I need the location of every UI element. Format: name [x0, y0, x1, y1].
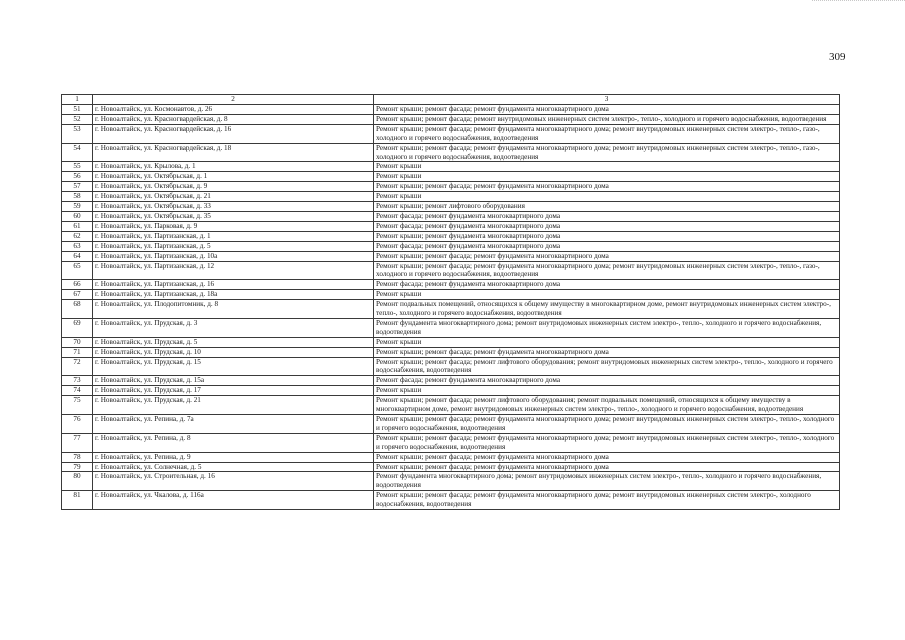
row-number-cell: 66 — [62, 280, 93, 290]
works-cell: Ремонт фасада; ремонт фундамента многоквартирного дома — [374, 241, 840, 251]
works-cell: Ремонт крыши; ремонт фасада; ремонт фундамента многоквартирного дома; ремонт внутридомовых инженерных систем электро-, тепло-, газо-, холодного и горячего водоснабжения, водоотведения — [374, 124, 840, 143]
works-cell: Ремонт крыши; ремонт фасада; ремонт фундамента многоквартирного дома — [374, 462, 840, 472]
address-cell: г. Новоалтайск, ул. Октябрьская, д. 35 — [93, 211, 374, 221]
works-cell: Ремонт крыши — [374, 162, 840, 172]
works-cell: Ремонт крыши; ремонт фасада; ремонт фундамента многоквартирного дома — [374, 452, 840, 462]
address-cell: г. Новоалтайск, ул. Красногвардейская, д. 8 — [93, 114, 374, 124]
address-cell: г. Новоалтайск, ул. Октябрьская, д. 33 — [93, 202, 374, 212]
address-cell: г. Новоалтайск, ул. Репина, д. 8 — [93, 433, 374, 452]
address-cell: г. Новоалтайск, ул. Прудская, д. 5 — [93, 337, 374, 347]
table-row — [62, 192, 840, 202]
works-cell: Ремонт крыши; ремонт лифтового оборудования — [374, 202, 840, 212]
row-number-cell: 78 — [62, 452, 93, 462]
row-number-cell: 77 — [62, 433, 93, 452]
works-cell: Ремонт крыши — [374, 172, 840, 182]
table-row — [62, 124, 840, 143]
address-cell: г. Новоалтайск, ул. Партизанская, д. 16 — [93, 280, 374, 290]
table-row — [62, 472, 840, 491]
row-number-cell: 62 — [62, 231, 93, 241]
row-number-cell: 63 — [62, 241, 93, 251]
works-cell: Ремонт подвальных помещений, относящихся к общему имуществу в многоквартирном доме, ремонт внутридомовых инженерных систем электро-, тепло-, холодного и горячего водоснабжения, водоотведения — [374, 300, 840, 319]
table-row — [62, 318, 840, 337]
row-number-cell: 70 — [62, 337, 93, 347]
works-cell: Ремонт крыши; ремонт фасада; ремонт фундамента многоквартирного дома; ремонт внутридомовых инженерных систем электро-, тепло-, холодного и горячего водоснабжения, водоотведения — [374, 433, 840, 452]
address-cell: г. Новоалтайск, ул. Прудская, д. 21 — [93, 396, 374, 415]
table-row — [62, 211, 840, 221]
table-row — [62, 433, 840, 452]
address-cell: г. Новоалтайск, ул. Партизанская, д. 18а — [93, 290, 374, 300]
header-cell-address: 2 — [93, 95, 374, 105]
row-number-cell: 71 — [62, 347, 93, 357]
row-number-cell: 51 — [62, 105, 93, 115]
row-number-cell: 74 — [62, 386, 93, 396]
works-cell: Ремонт крыши; ремонт фасада; ремонт фундамента многоквартирного дома; ремонт внутридомовых инженерных систем электро-, тепло-, холодного и горячего водоснабжения, водоотведения — [374, 415, 840, 434]
table-row — [62, 386, 840, 396]
works-cell: Ремонт крыши; ремонт фасада; ремонт фундамента многоквартирного дома — [374, 182, 840, 192]
works-cell: Ремонт крыши; ремонт фасада; ремонт фундамента многоквартирного дома; ремонт внутридомовых инженерных систем электро-, холодного водоснабжения, водоотведения — [374, 491, 840, 510]
row-number-cell: 79 — [62, 462, 93, 472]
table-row — [62, 143, 840, 162]
row-number-cell: 59 — [62, 202, 93, 212]
works-cell: Ремонт крыши — [374, 290, 840, 300]
table-row — [62, 290, 840, 300]
works-cell: Ремонт фундамента многоквартирного дома; ремонт внутридомовых инженерных систем электро-, тепло-, холодного и горячего водоснабжения, водоотведения — [374, 472, 840, 491]
table-row — [62, 114, 840, 124]
row-number-cell: 53 — [62, 124, 93, 143]
works-cell: Ремонт крыши; ремонт фундамента многоквартирного дома — [374, 231, 840, 241]
buildings-table — [61, 94, 840, 510]
row-number-cell: 73 — [62, 376, 93, 386]
address-cell: г. Новоалтайск, ул. Парковая, д. 9 — [93, 221, 374, 231]
row-number-cell: 61 — [62, 221, 93, 231]
address-cell: г. Новоалтайск, ул. Красногвардейская, д. 18 — [93, 143, 374, 162]
row-number-cell: 81 — [62, 491, 93, 510]
row-number-cell: 76 — [62, 415, 93, 434]
scan-edge-line — [812, 0, 905, 2]
table-row — [62, 347, 840, 357]
address-cell: г. Новоалтайск, ул. Строительная, д. 16 — [93, 472, 374, 491]
table-row — [62, 261, 840, 280]
table-row — [62, 300, 840, 319]
table-row — [62, 182, 840, 192]
address-cell: г. Новоалтайск, ул. Чкалова, д. 116а — [93, 491, 374, 510]
address-cell: г. Новоалтайск, ул. Красногвардейская, д. 16 — [93, 124, 374, 143]
row-number-cell: 69 — [62, 318, 93, 337]
address-cell: г. Новоалтайск, ул. Прудская, д. 17 — [93, 386, 374, 396]
header-cell-number: 1 — [62, 95, 93, 105]
address-cell: г. Новоалтайск, ул. Прудская, д. 3 — [93, 318, 374, 337]
table-row — [62, 241, 840, 251]
works-cell: Ремонт фасада; ремонт фундамента многоквартирного дома — [374, 376, 840, 386]
row-number-cell: 67 — [62, 290, 93, 300]
address-cell: г. Новоалтайск, ул. Октябрьская, д. 1 — [93, 172, 374, 182]
works-cell: Ремонт фасада; ремонт фундамента многоквартирного дома — [374, 211, 840, 221]
row-number-cell: 80 — [62, 472, 93, 491]
row-number-cell: 57 — [62, 182, 93, 192]
table-row — [62, 462, 840, 472]
table-row — [62, 202, 840, 212]
page-number: 309 — [829, 51, 846, 63]
address-cell: г. Новоалтайск, ул. Космонавтов, д. 26 — [93, 105, 374, 115]
address-cell: г. Новоалтайск, ул. Партизанская, д. 12 — [93, 261, 374, 280]
row-number-cell: 64 — [62, 251, 93, 261]
row-number-cell: 60 — [62, 211, 93, 221]
row-number-cell: 54 — [62, 143, 93, 162]
works-cell: Ремонт крыши — [374, 386, 840, 396]
table-row — [62, 491, 840, 510]
address-cell: г. Новоалтайск, ул. Солнечная, д. 5 — [93, 462, 374, 472]
table-row — [62, 396, 840, 415]
works-cell: Ремонт крыши — [374, 192, 840, 202]
address-cell: г. Новоалтайск, ул. Партизанская, д. 1 — [93, 231, 374, 241]
table-row — [62, 172, 840, 182]
table-row — [62, 162, 840, 172]
address-cell: г. Новоалтайск, ул. Октябрьская, д. 9 — [93, 182, 374, 192]
works-cell: Ремонт крыши — [374, 337, 840, 347]
address-cell: г. Новоалтайск, ул. Прудская, д. 15а — [93, 376, 374, 386]
table-row — [62, 251, 840, 261]
table-row — [62, 357, 840, 376]
table-row — [62, 337, 840, 347]
works-cell: Ремонт крыши; ремонт фасада; ремонт лифтового оборудования; ремонт внутридомовых инженерных систем электро-, тепло-, холодного и горячего водоснабжения, водоотведения — [374, 357, 840, 376]
works-cell: Ремонт крыши; ремонт фасада; ремонт фундамента многоквартирного дома — [374, 347, 840, 357]
table-row — [62, 280, 840, 290]
address-cell: г. Новоалтайск, ул. Плодопитомник, д. 8 — [93, 300, 374, 319]
address-cell: г. Новоалтайск, ул. Крылова, д. 1 — [93, 162, 374, 172]
works-cell: Ремонт фасада; ремонт фундамента многоквартирного дома — [374, 280, 840, 290]
address-cell: г. Новоалтайск, ул. Партизанская, д. 10а — [93, 251, 374, 261]
table-row — [62, 376, 840, 386]
row-number-cell: 52 — [62, 114, 93, 124]
header-cell-works: 3 — [374, 95, 840, 105]
address-cell: г. Новоалтайск, ул. Репина, д. 7а — [93, 415, 374, 434]
row-number-cell: 58 — [62, 192, 93, 202]
works-cell: Ремонт крыши; ремонт фасада; ремонт лифтового оборудования; ремонт подвальных помещений, относящихся к общему имуществу в многоквартирном доме, ремонт внутридомовых инженерных систем электро-, тепло-, холодного и горячего водоснабжения, водоотведения — [374, 396, 840, 415]
table-row — [62, 221, 840, 231]
works-cell: Ремонт фасада; ремонт фундамента многоквартирного дома — [374, 221, 840, 231]
row-number-cell: 72 — [62, 357, 93, 376]
works-cell: Ремонт крыши; ремонт фасада; ремонт внутридомовых инженерных систем электро-, тепло-, холодного и горячего водоснабжения, водоотведения — [374, 114, 840, 124]
address-cell: г. Новоалтайск, ул. Октябрьская, д. 21 — [93, 192, 374, 202]
table-row — [62, 231, 840, 241]
works-cell: Ремонт фундамента многоквартирного дома; ремонт внутридомовых инженерных систем электро-, тепло-, холодного и горячего водоснабжения, водоотведения — [374, 318, 840, 337]
row-number-cell: 65 — [62, 261, 93, 280]
table-row — [62, 415, 840, 434]
address-cell: г. Новоалтайск, ул. Прудская, д. 15 — [93, 357, 374, 376]
table-row — [62, 105, 840, 115]
address-cell: г. Новоалтайск, ул. Репина, д. 9 — [93, 452, 374, 462]
row-number-cell: 75 — [62, 396, 93, 415]
row-number-cell: 68 — [62, 300, 93, 319]
works-cell: Ремонт крыши; ремонт фасада; ремонт фундамента многоквартирного дома; ремонт внутридомовых инженерных систем электро-, тепло-, газо-, холодного и горячего водоснабжения, водоотведения — [374, 143, 840, 162]
row-number-cell: 55 — [62, 162, 93, 172]
table-row — [62, 452, 840, 462]
works-cell: Ремонт крыши; ремонт фасада; ремонт фундамента многоквартирного дома — [374, 251, 840, 261]
row-number-cell: 56 — [62, 172, 93, 182]
works-cell: Ремонт крыши; ремонт фасада; ремонт фундамента многоквартирного дома; ремонт внутридомовых инженерных систем электро-, тепло-, газо-, холодного и горячего водоснабжения, водоотведения — [374, 261, 840, 280]
address-cell: г. Новоалтайск, ул. Прудская, д. 10 — [93, 347, 374, 357]
table-header-row — [62, 95, 840, 105]
works-cell: Ремонт крыши; ремонт фасада; ремонт фундамента многоквартирного дома — [374, 105, 840, 115]
address-cell: г. Новоалтайск, ул. Партизанская, д. 5 — [93, 241, 374, 251]
